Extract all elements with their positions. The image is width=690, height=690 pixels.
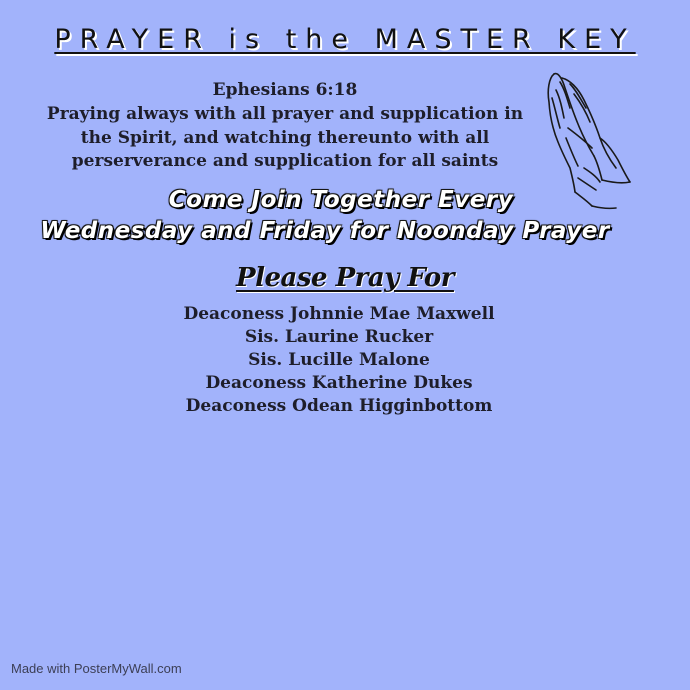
verse-line: the Spirit, and watching thereunto with all <box>80 127 490 148</box>
verse-text <box>40 103 530 174</box>
prayer-list-heading: Please Pray For <box>236 263 454 293</box>
verse-line: Praying always with all prayer and supplication in <box>46 104 524 124</box>
list-item: Deaconess Johnnie Mae Maxwell <box>183 304 495 324</box>
poster-title: PRAYER is the MASTER KEY <box>54 24 636 55</box>
list-item: Sis. Laurine Rucker <box>244 327 434 347</box>
list-item: Sis. Lucille Malone <box>248 350 430 370</box>
list-item: Deaconess Odean Higginbottom <box>185 396 493 416</box>
list-item: Deaconess Katherine Dukes <box>205 373 473 393</box>
invitation-line: Come Join Together Every <box>168 187 514 213</box>
footer-credit: Made with PosterMyWall.com <box>11 661 182 676</box>
verse-reference: Ephesians 6:18 <box>212 80 358 100</box>
prayer-names-list <box>0 303 678 418</box>
verse-line: perserverance and supplication for all saints <box>71 151 499 171</box>
invitation-line: Wednesday and Friday for Noonday Prayer <box>40 218 610 244</box>
